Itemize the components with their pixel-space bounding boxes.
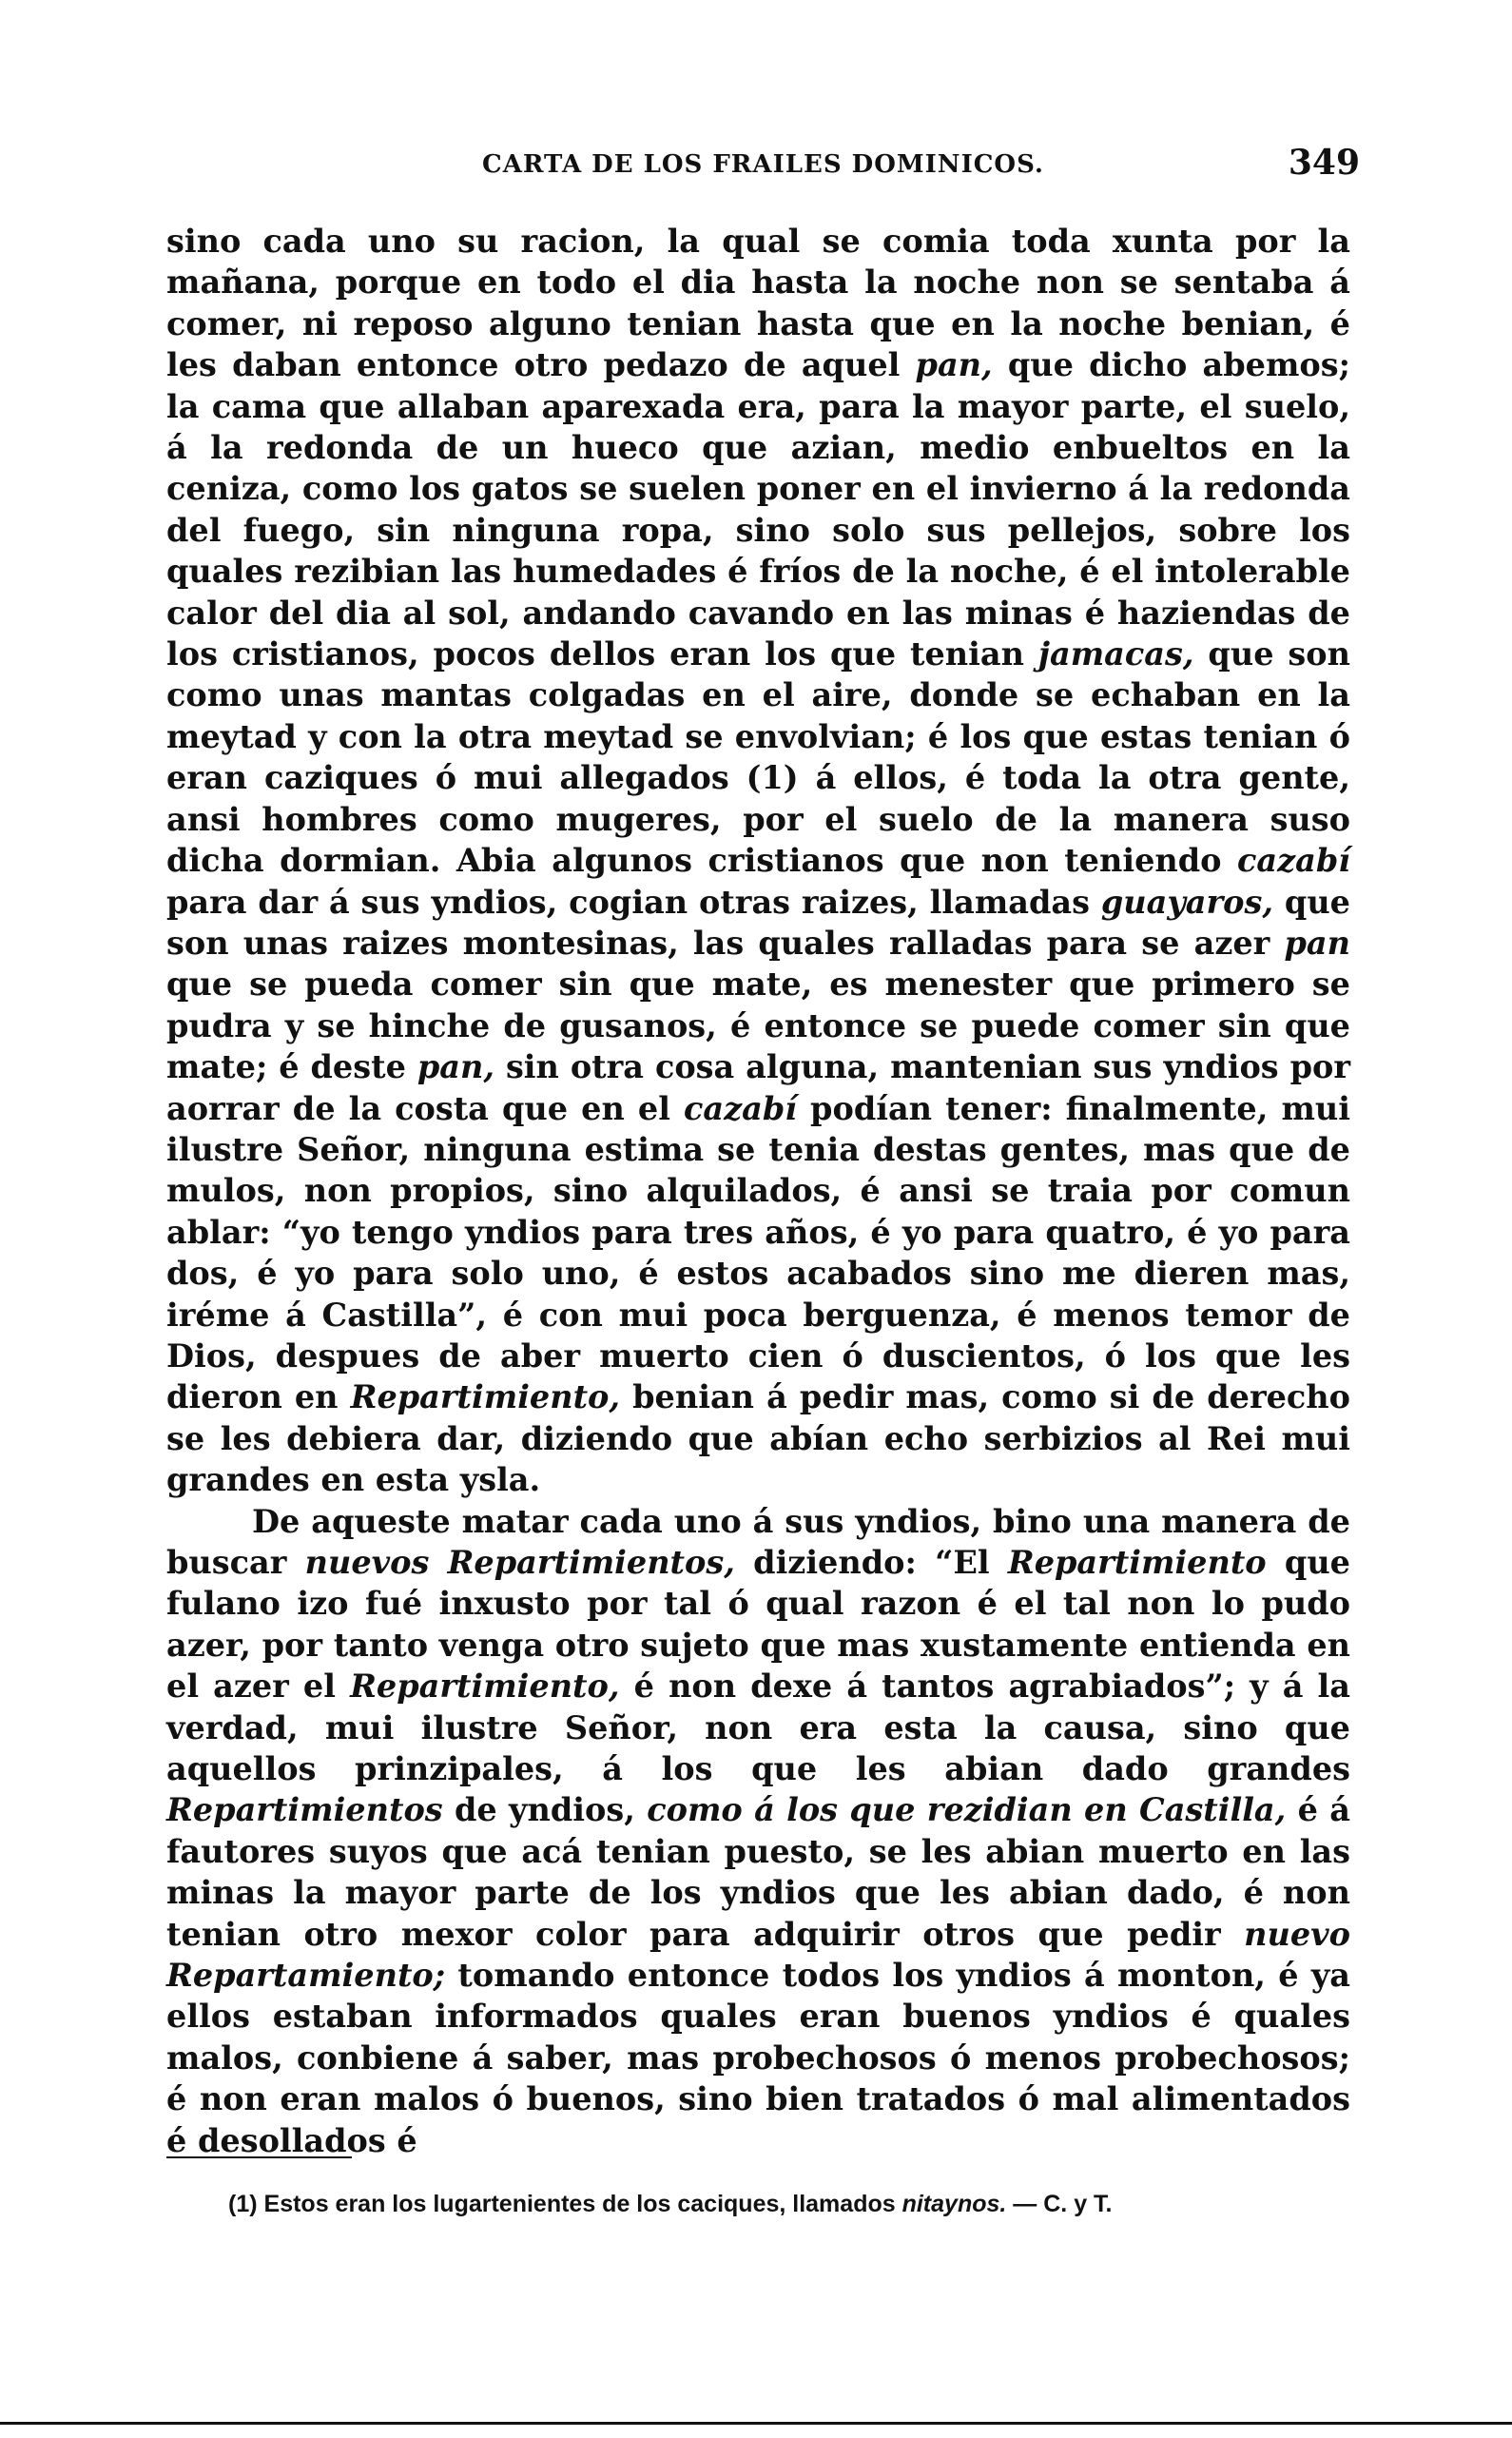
text-run: sino cada uno su racion, la qual se comia toda xunta por la mañana, porque en todo el dia hasta la noche non se sentaba á comer, ni reposo alguno tenian hasta que en la noche benian, é les daban entonce otro pedazo de aquel — [166, 223, 1350, 384]
italic-term: pan, — [915, 346, 993, 384]
footnote-rule — [166, 2156, 352, 2158]
italic-term: Repartimiento, — [350, 1668, 620, 1706]
body-paragraph — [166, 221, 1350, 1501]
text-run: podían tener: finalmente, mui ilustre Señor, ninguna estima se tenia destas gentes, mas que de mulos, non propios, sino alquilados, é ansi se traia por comun ablar: “yo tengo yndios para tres años, é yo para quatro, é yo para dos, é yo para solo uno, é estos acabados sino me dieren mas, iréme á Castilla”, é con mui poca berguenza, é menos temor de Dios, despues de aber muerto cien ó duscientos, ó los que les dieron en — [166, 1089, 1350, 1416]
text-run: benian á pedir mas, como si de derecho se les debiera dar, diziendo que abían echo serbizios al Rei mui grandes en esta ysla. — [166, 1378, 1351, 1499]
text-run: que se pueda comer sin que mate, es menester que primero se pudra y se hinche de gusanos, é entonce se puede comer sin que mate; é deste — [166, 965, 1350, 1086]
footnote — [166, 2184, 1350, 2225]
italic-term: cazabí — [684, 1089, 797, 1127]
text-run: diziendo: “El — [734, 1544, 1008, 1581]
italic-term: Repartimiento — [1007, 1544, 1267, 1581]
text-run: que son como unas mantas colgadas en el aire, donde se echaban en la meytad y con la otra meytad se envolvian; é los que estas tenian ó eran caziques ó mui allegados (1) á ellos, é toda la otra gente, ansi hombres como mugeres, por el suelo de la manera suso dicha dormian. Abia algunos cristianos que non teniendo — [166, 635, 1350, 880]
text-run: de yndios, — [442, 1791, 648, 1829]
italic-term: guayaros, — [1100, 883, 1274, 921]
body-paragraph — [166, 1501, 1350, 2162]
text-run: sin otra cosa alguna, mantenian sus yndios por aorrar de la costa que en el — [166, 1048, 1351, 1127]
running-title: CARTA DE LOS FRAILES DOMINICOS. — [482, 150, 1044, 179]
text-run: é á fautores suyos que acá tenian puesto, se les abian muerto en las minas la mayor parte de los yndios que les abian dado, é non tenian otro mexor color para adquirir otros que pedir — [166, 1791, 1350, 1953]
text-run: é non dexe á tantos agrabiados”; y á la verdad, mui ilustre Señor, non era esta la causa, sino que aquellos prinzipales, á los que les abian dado grandes — [166, 1668, 1350, 1788]
italic-term: nuevos Repartimientos, — [304, 1544, 735, 1581]
footnote-text: Estos eran los lugartenientes de los caciques, llamados — [263, 2191, 896, 2217]
page-edge-rule — [0, 2422, 1512, 2425]
italic-term: Repartimientos — [166, 1791, 443, 1829]
italic-term: como á los que rezidian en Castilla, — [647, 1791, 1287, 1829]
text-run: tomando entonce todos los yndios á monton, é ya ellos estaban informados quales eran buenos yndios é quales malos, conbiene á saber, mas probechosos ó menos probechosos; é non eran malos ó buenos, sino bien tratados ó mal alimentados é desollados é — [166, 1957, 1350, 2159]
footnote-marker: (1) — [228, 2191, 258, 2217]
footnote-attribution: C. y T. — [1043, 2191, 1113, 2217]
italic-term: jamacas, — [1037, 635, 1194, 673]
running-head — [166, 143, 1360, 190]
body-text — [166, 221, 1350, 2161]
page-number: 349 — [1288, 143, 1360, 183]
text-run: que fulano izo fué inxusto por tal ó qual razon é el tal non lo pudo azer, por tanto venga otro sujeto que mas xustamente entienda en el azer el — [166, 1544, 1350, 1706]
footnote-dash: — — [1013, 2191, 1037, 2217]
italic-term: pan — [1284, 924, 1350, 962]
italic-term: pan, — [417, 1048, 494, 1086]
text-run: De aqueste matar cada uno á sus yndios, bino una manera de buscar — [166, 1502, 1350, 1581]
text-run: que dicho abemos; la cama que allaban aparexada era, para la mayor parte, el suelo, á la redonda de un hueco que azian, medio enbueltos en la ceniza, como los gatos se suelen poner en el invierno á la redonda del fuego, sin ninguna ropa, sino solo sus pellejos, sobre los quales rezibian las humedades é fríos de la noche, é el intolerable calor del dia al sol, andando cavando en las minas é haziendas de los cristianos, pocos dellos eran los que tenian — [166, 346, 1350, 673]
text-run: para dar á sus yndios, cogian otras raizes, llamadas — [166, 883, 1101, 921]
italic-term: cazabí — [1237, 842, 1350, 880]
italic-term: nuevo Repartamiento; — [166, 1915, 1350, 1995]
text-run: que son unas raizes montesinas, las quales ralladas para se azer — [166, 883, 1350, 962]
italic-term: Repartimiento, — [350, 1378, 621, 1416]
footnote-term: nitaynos. — [901, 2191, 1007, 2217]
